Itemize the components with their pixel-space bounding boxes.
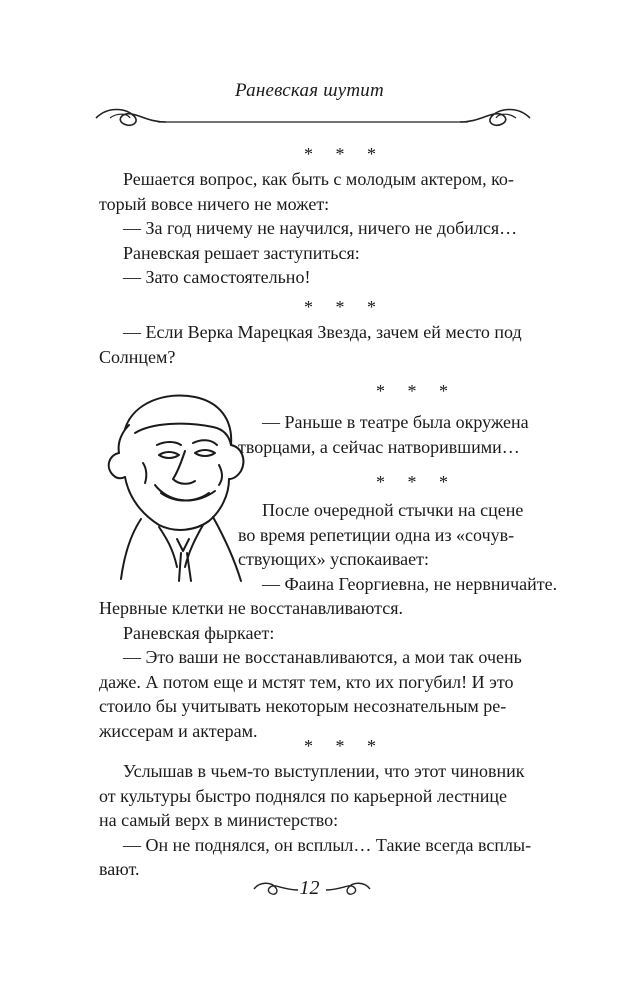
text-line: Солнцем? xyxy=(99,346,176,367)
section-separator: * * * xyxy=(304,736,385,756)
anecdote-1 xyxy=(99,167,556,290)
running-header: Раневская шутит xyxy=(235,80,384,101)
text-line: жиссерам и актерам. xyxy=(99,720,258,741)
anecdote-3 xyxy=(238,410,560,459)
section-separator: * * * xyxy=(376,472,457,492)
text-line: даже. А потом еще и мстят тем, кто их погубил! И это xyxy=(99,671,514,692)
text-line: творцами, а сейчас натворившими… xyxy=(238,436,520,457)
page-number: 12 xyxy=(299,877,320,899)
text-line: Нервные клетки не восстанавливаются. xyxy=(99,598,403,618)
text-line: ствующих» успокаивает: xyxy=(238,549,430,569)
text-line: — Фаина Георгиевна, не нервничайте. xyxy=(262,573,558,594)
text-line: — Раньше в театре была окружена xyxy=(262,412,529,432)
text-line: — Это ваши не восстанавливаются, а мои так очень xyxy=(123,647,522,667)
header-ornament-rule xyxy=(88,100,538,136)
text-line: стоило бы учитывать некоторым несознательным ре- xyxy=(99,696,507,716)
anecdote-2 xyxy=(99,320,556,369)
section-separator: * * * xyxy=(304,144,385,164)
text-line: от культуры быстро поднялся по карьерной лестнице xyxy=(99,785,508,806)
section-separator: * * * xyxy=(304,297,385,317)
text-line: на самый верх в министерство: xyxy=(99,810,339,830)
caricature-portrait xyxy=(95,389,260,585)
text-line: Раневская фыркает: xyxy=(123,622,275,643)
text-line: — Зато самостоятельно! xyxy=(123,267,311,287)
anecdote-4-part-b xyxy=(99,596,556,743)
section-separator: * * * xyxy=(376,381,457,401)
text-line: вают. xyxy=(99,859,140,879)
text-line: торый вовсе ничего не может: xyxy=(99,193,330,214)
text-line: После очередной стычки на сцене xyxy=(262,500,524,520)
text-line: — Если Верка Марецкая Звезда, зачем ей место под xyxy=(123,322,522,342)
text-line: Раневская решает заступиться: xyxy=(123,242,360,263)
anecdote-4-part-a xyxy=(238,498,560,596)
text-line: во время репетиции одна из «сочув- xyxy=(238,524,515,545)
anecdote-5 xyxy=(99,759,556,882)
text-line: Решается вопрос, как быть с молодым актером, ко- xyxy=(123,169,514,189)
text-line: — Он не поднялся, он всплыл… Такие всегда всплы- xyxy=(123,834,532,855)
text-line: — За год ничему не научился, ничего не добился… xyxy=(123,218,518,238)
text-line: Услышав в чьем-то выступлении, что этот чиновник xyxy=(123,761,525,781)
